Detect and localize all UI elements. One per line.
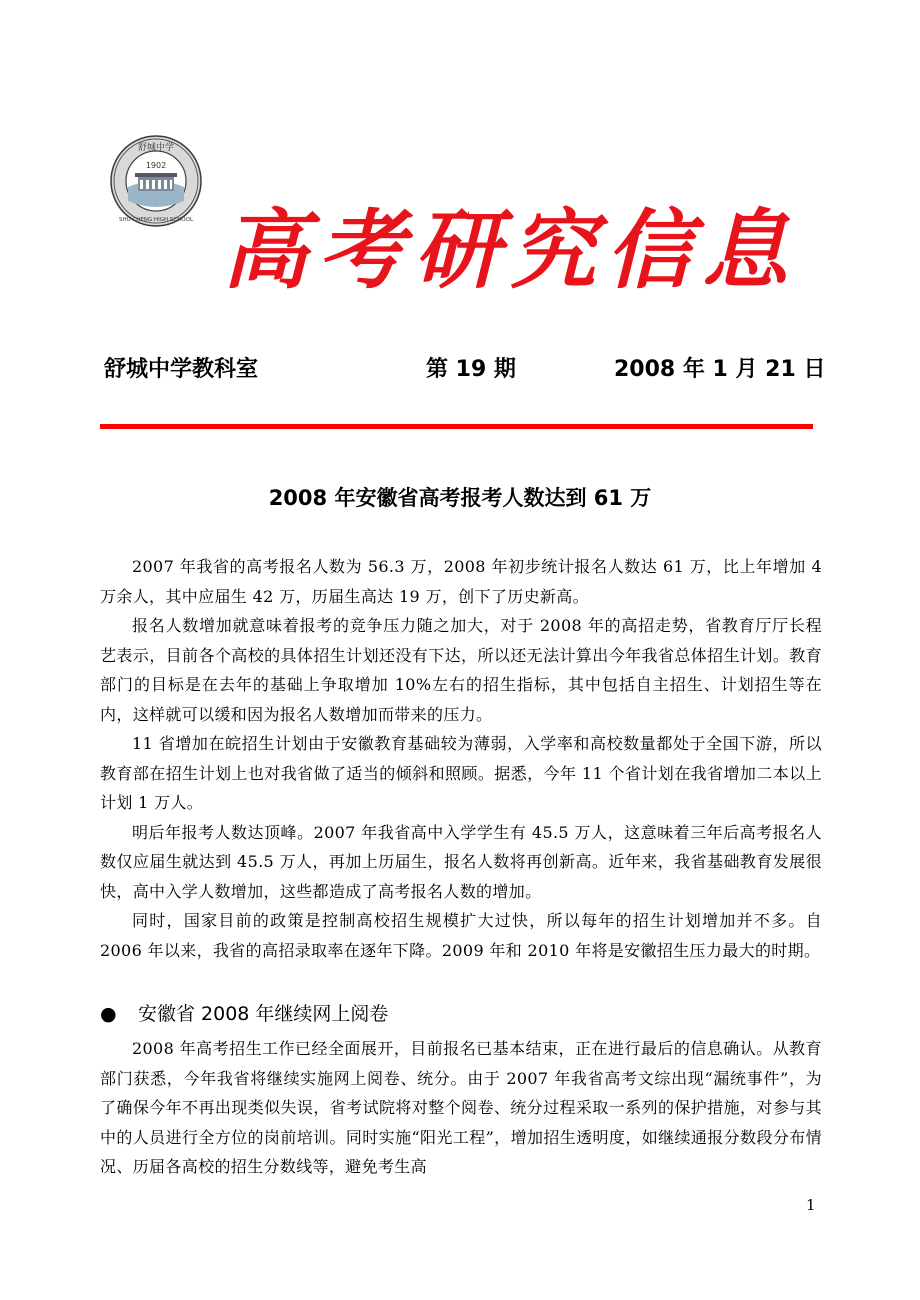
section-heading <box>100 998 388 1030</box>
issue-number: 第 19 期 <box>426 357 516 382</box>
office-name: 舒城中学教科室 <box>104 357 259 382</box>
issue-date: 2008 年 1 月 21 日 <box>614 357 826 382</box>
section-body <box>100 1034 822 1182</box>
article-body <box>100 552 822 965</box>
page-number: 1 <box>806 1196 816 1214</box>
logo-year: 1902 <box>145 161 167 170</box>
article-paragraph: 2007 年我省的高考报名人数为 56.3 万，2008 年初步统计报名人数达 61 万，比上年增加 4 万余人，其中应届生 42 万，历届生高达 19 万，创下了历史新高。 <box>100 557 822 606</box>
article-title: 2008 年安徽省高考报考人数达到 61 万 <box>268 486 652 510</box>
section-title: 安徽省 2008 年继续网上阅卷 <box>138 1003 389 1025</box>
red-divider <box>100 424 813 429</box>
article-paragraph: 明后年报考人数达顶峰。2007 年我省高中入学学生有 45.5 万人，这意味着三年后高考报名人数仅应届生就达到 45.5 万人，再加上历届生，报名人数将再创新高。近年来，我省基础教育发展很快，高中入学人数增加，这些都造成了高考报名人数的增加。 <box>100 822 822 901</box>
logo-bottom-text: SHU CHENG HIGH SCHOOL <box>118 217 194 223</box>
logo-top-text: 舒城中学 <box>137 143 175 153</box>
section-paragraph: 2008 年高考招生工作已经全面展开，目前报名已基本结束，正在进行最后的信息确认。从教育部门获悉，今年我省将继续实施网上阅卷、统分。由于 2007 年我省高考文综出现“漏统事件”，为了确保今年不再出现类似失误，省考试院将对整个阅卷、统分过程采取一系列的保护措施，对参与其中的人员进行全方位的岗前培训。同时实施“阳光工程”，增加招生透明度，如继续通报分数段分布情况、历届各高校的招生分数线等，避免考生高 <box>100 1039 822 1176</box>
school-logo <box>110 135 202 227</box>
bullet-icon: ● <box>100 1003 117 1025</box>
masthead-title: 高考研究信息 <box>222 200 798 301</box>
article-paragraph: 11 省增加在皖招生计划由于安徽教育基础较为薄弱，入学率和高校数量都处于全国下游，所以教育部在招生计划上也对我省做了适当的倾斜和照顾。据悉，今年 11 个省计划在我省增加二本以上计划 1 万人。 <box>100 734 822 812</box>
article-paragraph: 同时，国家目前的政策是控制高校招生规模扩大过快，所以每年的招生计划增加并不多。自 2006 年以来，我省的高招录取率在逐年下降。2009 年和 2010 年将是安徽招生压力最大的时期。 <box>100 911 822 960</box>
article-paragraph: 报名人数增加就意味着报考的竞争压力随之加大，对于 2008 年的高招走势，省教育厅厅长程艺表示，目前各个高校的具体招生计划还没有下达，所以还无法计算出今年我省总体招生计划。教育部门的目标是在去年的基础上争取增加 10%左右的招生指标，其中包括自主招生、计划招生等在内，这样就可以缓和因为报名人数增加而带来的压力。 <box>100 616 822 724</box>
